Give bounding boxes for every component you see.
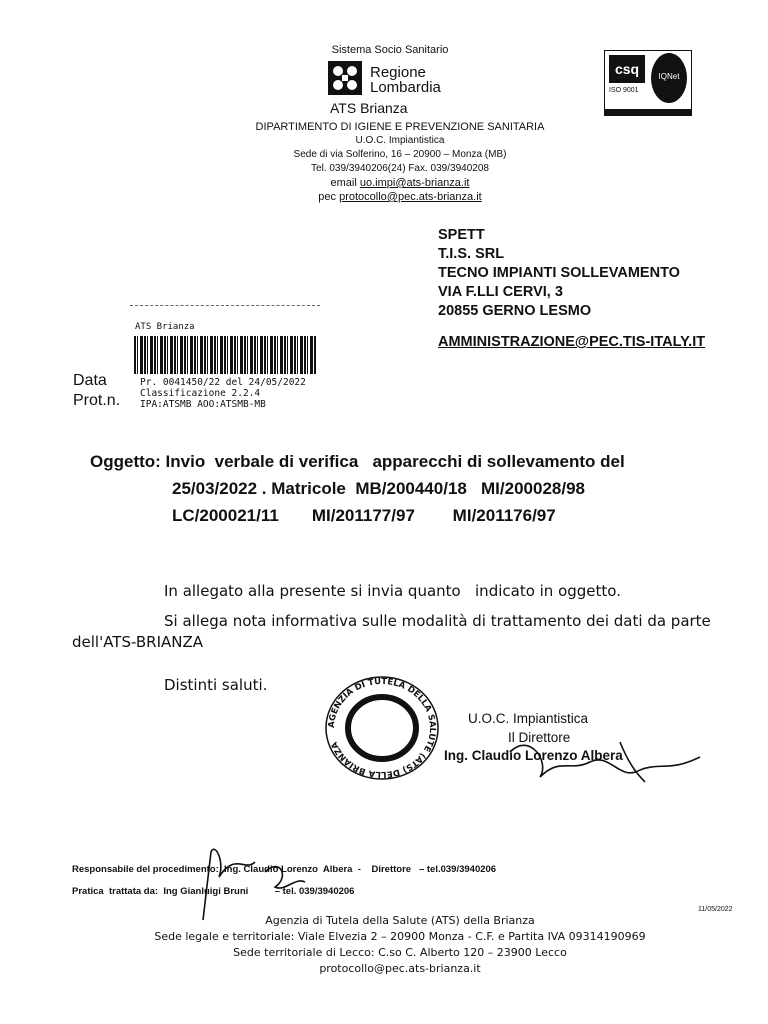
recipient-line: VIA F.LLI CERVI, 3 bbox=[438, 284, 563, 300]
department-phone: Tel. 039/3940206(24) Fax. 039/3940208 bbox=[311, 163, 489, 174]
ats-brianza-title: ATS Brianza bbox=[330, 100, 408, 116]
recipient-block bbox=[438, 226, 680, 321]
stamp-org: ATS Brianza bbox=[135, 322, 195, 332]
signature-unit: U.O.C. Impiantistica bbox=[468, 711, 589, 726]
department-address: Sede di via Solferino, 16 – 20900 – Monza (MB) bbox=[293, 149, 507, 160]
subject-line-2: 25/03/2022 . Matricole MB/200440/18 MI/200028/98 bbox=[172, 479, 585, 498]
unit-name: U.O.C. Impiantistica bbox=[355, 135, 445, 146]
recipient-email[interactable]: AMMINISTRAZIONE@PEC.TIS-ITALY.IT bbox=[438, 334, 706, 350]
csq-logo: csq bbox=[609, 55, 645, 83]
department-header bbox=[180, 120, 620, 204]
regione-label: Regione bbox=[370, 64, 426, 81]
sistema-label: Sistema Socio Sanitario bbox=[331, 44, 449, 56]
closing-text: Distinti saluti. bbox=[164, 676, 268, 694]
body-paragraph-1: In allegato alla presente si invia quanto indicato in oggetto. bbox=[164, 582, 621, 600]
pec-label: pec bbox=[318, 191, 337, 203]
data-label: Data bbox=[73, 372, 107, 389]
pec-line bbox=[180, 190, 620, 204]
department-name: DIPARTIMENTO DI IGIENE E PREVENZIONE SANITARIA bbox=[255, 121, 545, 133]
iqnet-label: IQNet bbox=[658, 72, 680, 81]
recipient-line: T.I.S. SRL bbox=[438, 246, 505, 262]
stamp-protocol: Pr. 0041450/22 del 24/05/2022 bbox=[140, 377, 306, 388]
regione-lombardia-logo bbox=[328, 61, 468, 97]
handler-line: Pratica trattata da: Ing Gianluigi Bruni – tel. 039/3940206 bbox=[72, 886, 355, 897]
footer-lecco-seat: Sede territoriale di Lecco: C.so C. Alberto 120 – 23900 Lecco bbox=[233, 946, 567, 959]
footer-pec[interactable]: protocollo@pec.ats-brianza.it bbox=[319, 962, 481, 975]
signature-name: Ing. Claudio Lorenzo Albera bbox=[444, 748, 623, 763]
footer-agency: Agenzia di Tutela della Salute (ATS) della Brianza bbox=[265, 914, 535, 927]
footer-block bbox=[120, 913, 680, 977]
signature-role: Il Direttore bbox=[508, 730, 571, 745]
recipient-line: SPETT bbox=[438, 227, 485, 243]
responsible-line: Responsabile del procedimento: Ing. Claudio Lorenzo Albera - Direttore – tel.039/3940206 bbox=[72, 864, 497, 875]
subject-line-1: Oggetto: Invio verbale di verifica apparecchi di sollevamento del bbox=[90, 452, 625, 471]
body-paragraph-2a: Si allega nota informativa sulle modalità di trattamento dei dati da parte bbox=[164, 612, 711, 630]
recipient-line: TECNO IMPIANTI SOLLEVAMENTO bbox=[438, 265, 680, 281]
stamp-classification: Classificazione 2.2.4 bbox=[140, 388, 261, 399]
stamp-barcode bbox=[134, 336, 316, 374]
prot-label: Prot.n. bbox=[73, 392, 121, 409]
seal-text: AGENZIA DI TUTELA DELLA SALUTE (ATS) DELLA BRIANZA bbox=[326, 676, 438, 780]
seal-icon bbox=[322, 674, 442, 782]
footer-legal-seat: Sede legale e territoriale: Viale Elvezia 2 – 20900 Monza - C.F. e Partita IVA 09314190969 bbox=[154, 930, 646, 943]
handwritten-signature bbox=[470, 722, 750, 792]
subject-line-3: LC/200021/11 MI/201177/97 MI/201176/97 bbox=[172, 506, 556, 525]
lombardia-label: Lombardia bbox=[370, 79, 441, 96]
recipient-line: 20855 GERNO LESMO bbox=[438, 303, 592, 319]
email-line bbox=[180, 176, 620, 190]
svg-text:AGENZIA DI TUTELA DELLA SALUTE bbox=[327, 677, 437, 779]
regione-lombardia-rose-icon bbox=[328, 61, 362, 95]
initials-signature bbox=[185, 832, 315, 922]
document-date-code: 11/05/2022 bbox=[698, 906, 733, 913]
email-label: email bbox=[330, 177, 357, 189]
iqnet-logo bbox=[651, 53, 687, 103]
iso-label: ISO 9001 bbox=[609, 87, 639, 94]
stamp-top-rule bbox=[130, 305, 320, 306]
stamp-ipa: IPA:ATSMB AOO:ATSMB-MB bbox=[140, 399, 266, 410]
certification-logo bbox=[604, 50, 692, 116]
stamp-text bbox=[140, 377, 306, 410]
official-seal bbox=[322, 674, 442, 782]
cert-footer-bar bbox=[605, 109, 691, 115]
email-link[interactable]: uo.impi@ats-brianza.it bbox=[359, 177, 470, 189]
body-paragraph-2b: dell'ATS-BRIANZA bbox=[72, 633, 204, 651]
pec-link[interactable]: protocollo@pec.ats-brianza.it bbox=[339, 191, 482, 203]
